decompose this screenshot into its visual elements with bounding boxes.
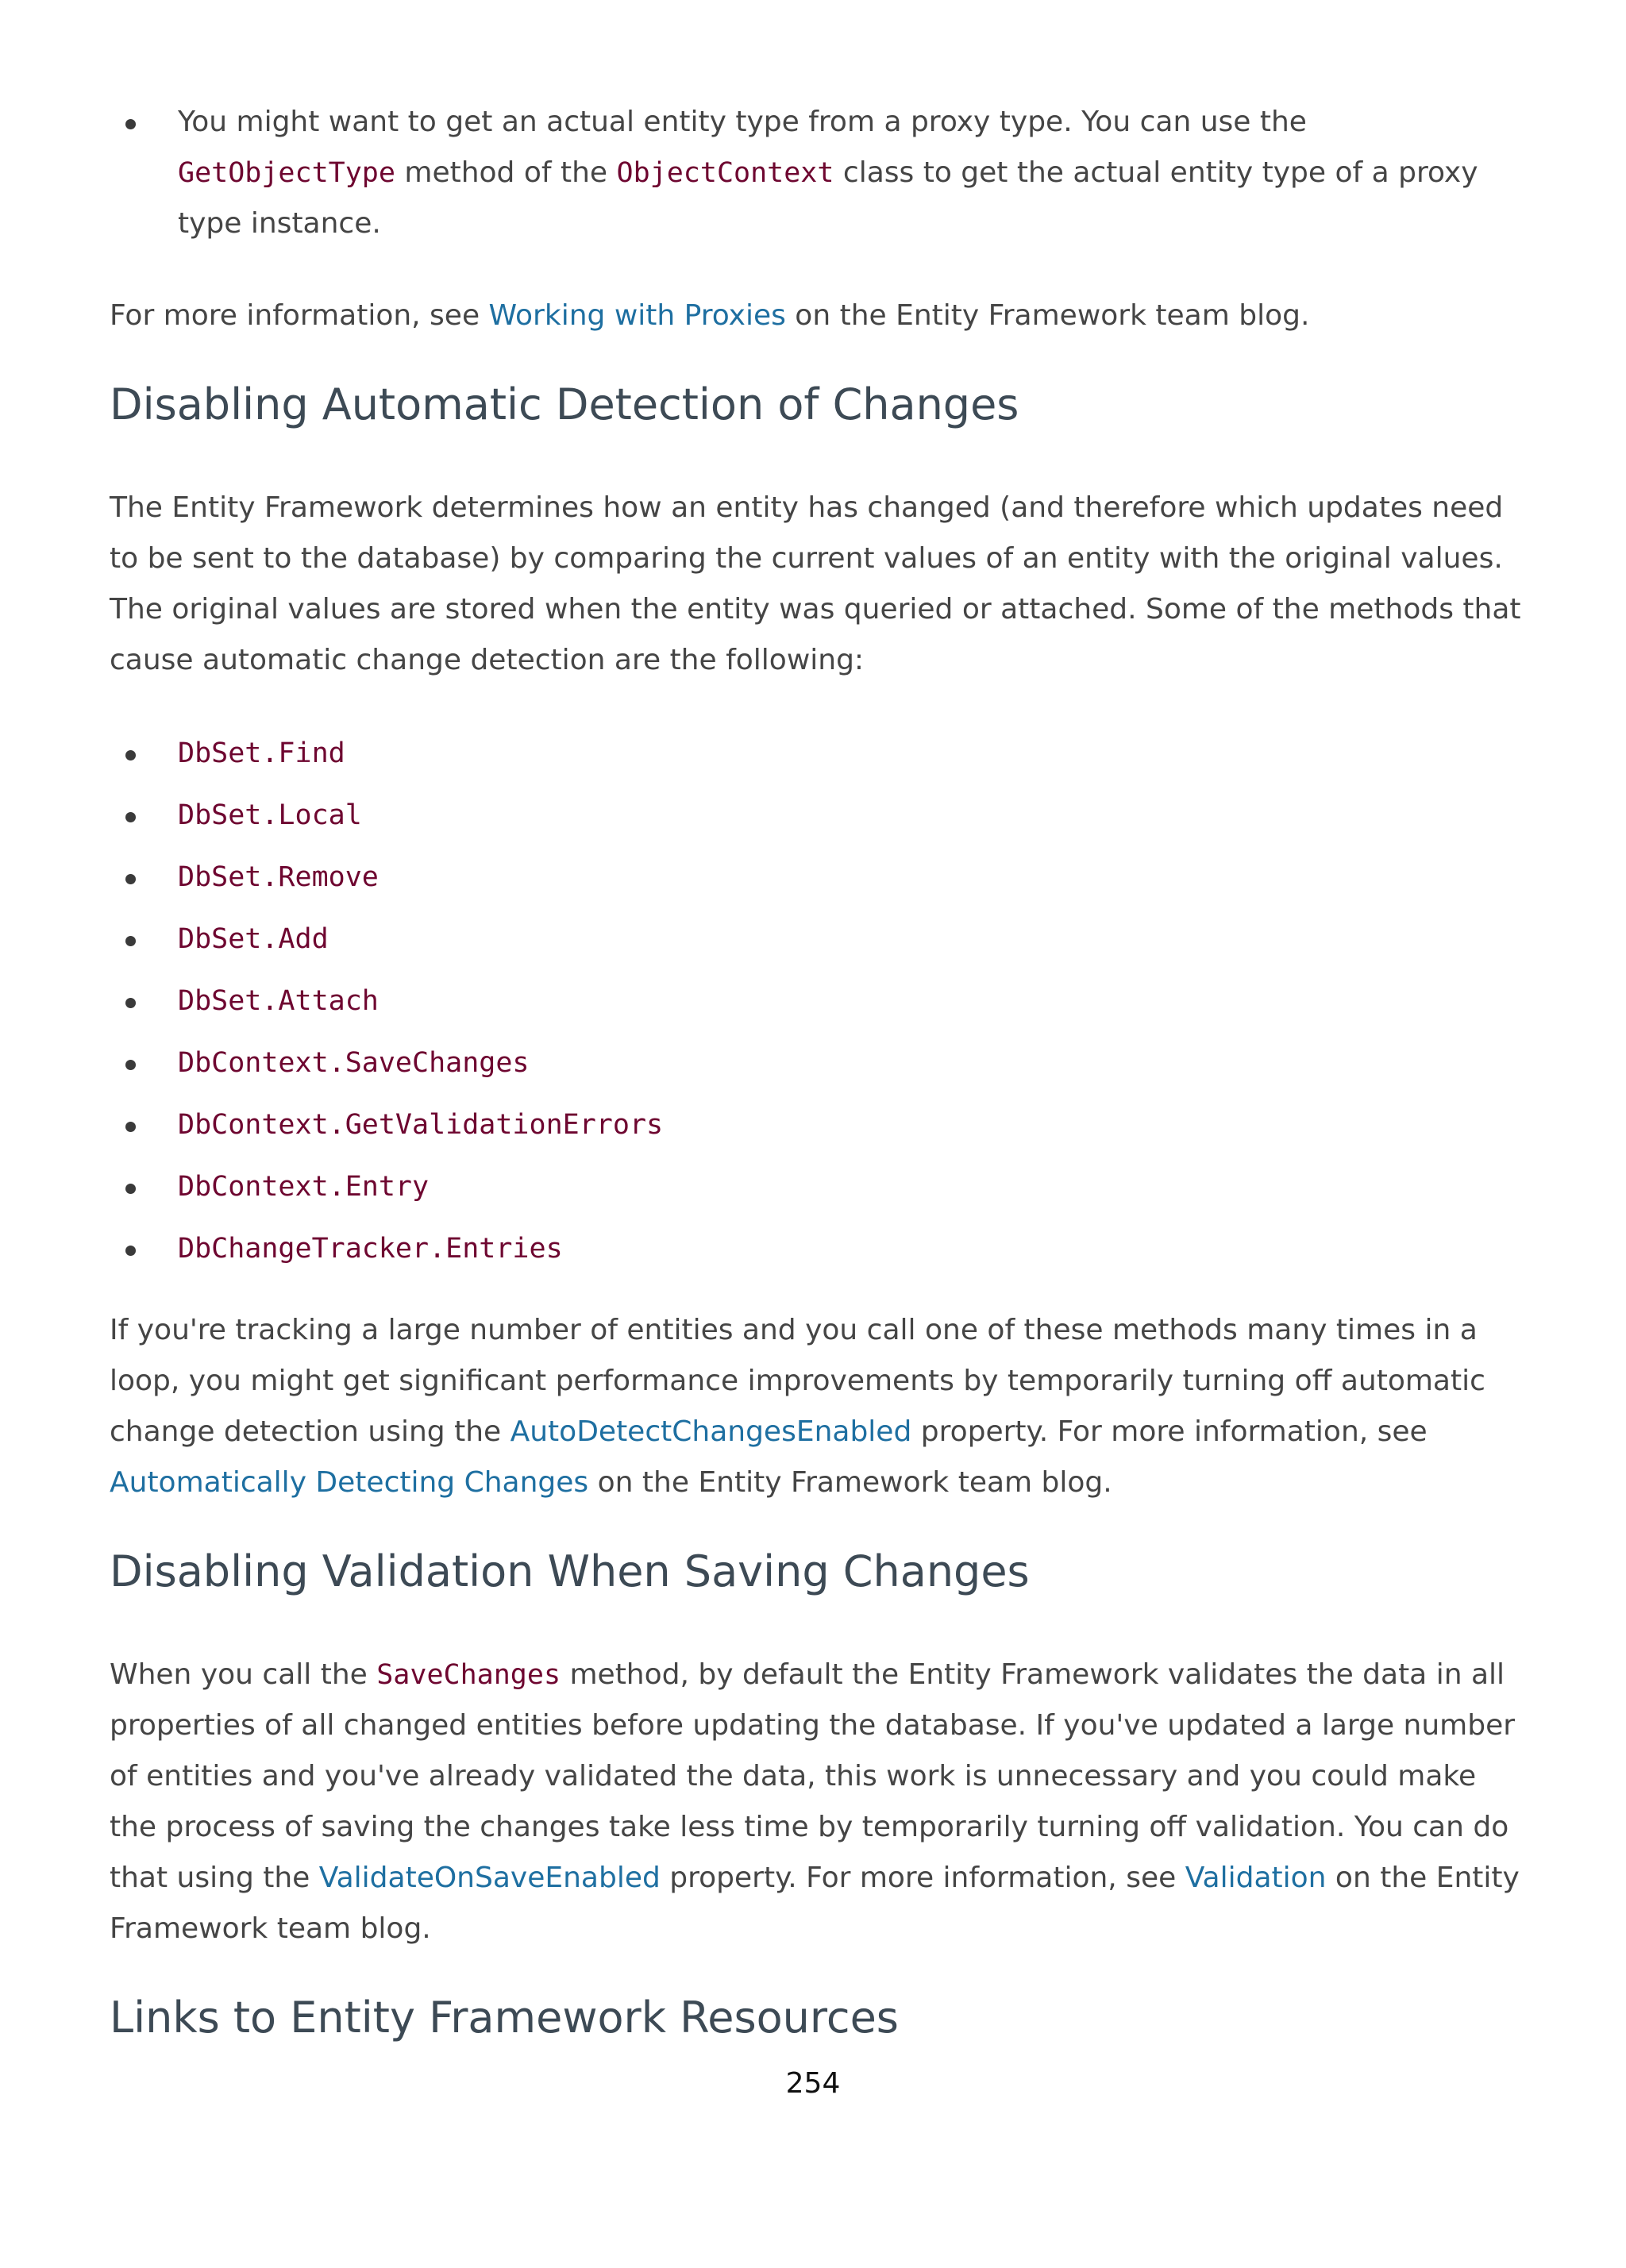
method-name: DbSet.Remove — [178, 861, 379, 893]
text: For more information, see — [110, 299, 489, 332]
text: class to get the actual entity type of a proxy type instance. — [178, 156, 1478, 240]
more-info-paragraph — [110, 291, 1523, 341]
text: When you call the — [110, 1658, 377, 1691]
text: on the Entity Framework team blog. — [785, 299, 1310, 332]
text: property. For more information, see — [660, 1862, 1185, 1894]
section-heading-disabling-validation: Disabling Validation When Saving Changes — [110, 1546, 1030, 1596]
bullet-icon — [125, 1060, 136, 1070]
section-heading-links-resources: Links to Entity Framework Resources — [110, 1993, 899, 2043]
list-item — [110, 97, 1523, 249]
link-automatically-detecting-changes[interactable]: Automatically Detecting Changes — [110, 1466, 589, 1499]
method-name: DbSet.Local — [178, 799, 362, 831]
method-name: DbSet.Find — [178, 737, 345, 769]
list-item — [110, 1094, 1523, 1156]
link-working-with-proxies[interactable]: Working with Proxies — [488, 299, 786, 332]
text: You might want to get an actual entity type from a proxy type. You can use the — [178, 106, 1307, 138]
bullet-icon — [125, 936, 136, 946]
link-autodetectchangesenabled[interactable]: AutoDetectChangesEnabled — [510, 1415, 912, 1448]
validation-paragraph — [110, 1650, 1523, 1954]
section-heading-automatic-detection: Disabling Automatic Detection of Changes — [110, 379, 1019, 429]
text: method of the — [395, 156, 617, 189]
text: property. For more information, see — [911, 1415, 1428, 1448]
change-detection-paragraph: The Entity Framework determines how an entity has changed (and therefore which updates need to be sent to the database) by comparing the current values of an entity with the original values. The original values are stored when the entity was queried or attached. Some of the methods that cause automatic change detection are the following: — [110, 491, 1521, 676]
text: method, by default the Entity Framework validates the data in all properties of all changed entities before updating the database. If you've updated a large number of entities and you've already validated the data, this work is unnecessary and you could make the process of saving the changes take less time by temporarily turning off validation. You can do that using the — [110, 1658, 1516, 1894]
page-content — [110, 97, 1523, 2043]
list-item — [110, 846, 1523, 908]
list-item — [110, 1218, 1523, 1280]
method-name: DbChangeTracker.Entries — [178, 1233, 563, 1265]
list-item — [110, 1032, 1523, 1094]
code-savechanges: SaveChanges — [376, 1659, 561, 1691]
code-objectcontext: ObjectContext — [616, 157, 834, 189]
code-getobjecttype: GetObjectType — [178, 157, 395, 189]
page-number: 254 — [785, 2067, 841, 2100]
performance-paragraph — [110, 1305, 1523, 1508]
intro-bullet-list — [110, 97, 1523, 249]
method-name: DbContext.SaveChanges — [178, 1047, 530, 1079]
bullet-icon — [125, 1122, 136, 1132]
bullet-icon — [125, 812, 136, 822]
link-validation[interactable]: Validation — [1185, 1862, 1327, 1894]
text: If you're tracking a large number of entities and you call one of these methods many times in a loop, you might get significant performance improvements by temporarily turning off automatic change detection using the — [110, 1314, 1485, 1448]
list-item — [110, 722, 1523, 784]
method-name: DbSet.Attach — [178, 985, 379, 1017]
bullet-icon — [125, 1246, 136, 1256]
text: on the Entity Framework team blog. — [588, 1466, 1112, 1499]
method-name: DbSet.Add — [178, 923, 329, 955]
bullet-icon — [125, 1184, 136, 1194]
bullet-icon — [125, 998, 136, 1008]
list-item — [110, 908, 1523, 970]
methods-list — [110, 722, 1523, 1280]
list-item — [110, 1156, 1523, 1218]
list-item — [110, 784, 1523, 846]
bullet-icon — [125, 750, 136, 760]
method-name: DbContext.GetValidationErrors — [178, 1109, 664, 1141]
bullet-icon — [125, 874, 136, 884]
text: on the Entity Framework team blog. — [110, 1862, 1520, 1945]
link-validateonsaveenabled[interactable]: ValidateOnSaveEnabled — [318, 1862, 661, 1894]
list-item — [110, 970, 1523, 1032]
bullet-icon — [125, 119, 136, 129]
method-name: DbContext.Entry — [178, 1171, 430, 1203]
